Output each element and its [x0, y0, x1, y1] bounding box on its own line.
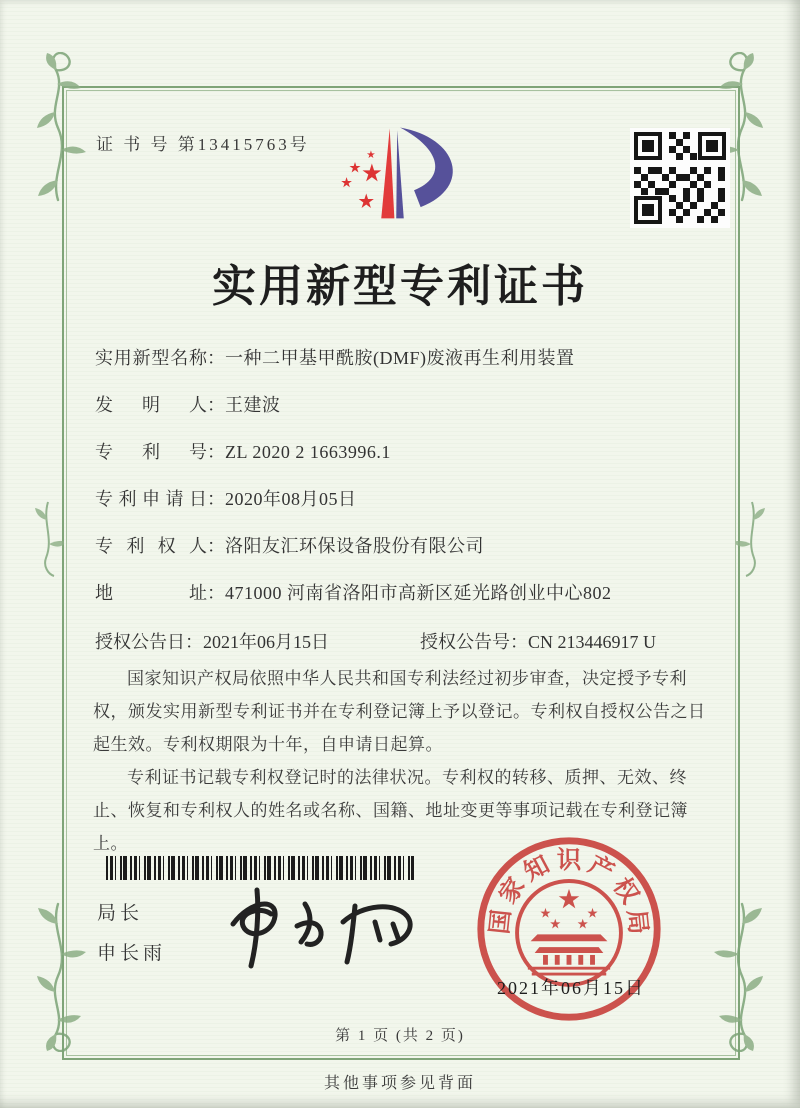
field-label: 专利号	[95, 442, 207, 462]
field-list	[95, 344, 715, 626]
grant-number-value: CN 213446917 U	[528, 632, 657, 652]
grant-date	[95, 632, 329, 652]
field-value: 洛阳友汇环保设备股份有限公司	[225, 536, 484, 556]
seal-char: 识	[556, 847, 582, 875]
field-label: 专利申请日	[95, 489, 207, 509]
legal-paragraph-2: 专利证书记载专利权登记时的法律状况。专利权的转移、质押、无效、终止、恢复和专利权人的姓名或名称、国籍、地址变更等事项记载在专利登记簿上。	[93, 768, 688, 853]
field-row-patent-number	[95, 438, 715, 462]
vine-ornament-top-left	[28, 52, 98, 202]
cnipa-logo-icon	[325, 120, 475, 238]
seal-date: 2021年06月15日	[497, 978, 645, 998]
seal-char: 家	[494, 873, 531, 909]
field-colon: ：	[510, 632, 528, 652]
field-colon: ：	[207, 536, 225, 556]
signature-handwriting	[205, 882, 425, 982]
field-row-patentee	[95, 532, 715, 556]
grant-number-label: 授权公告号	[420, 632, 510, 652]
qr-code	[630, 128, 730, 228]
page-number: 第 1 页 (共 2 页)	[335, 1028, 465, 1044]
field-colon: ：	[185, 632, 203, 652]
field-colon: ：	[207, 442, 225, 462]
national-emblem-icon	[517, 881, 621, 985]
field-row-name	[95, 344, 715, 368]
field-value: 2020年08月05日	[225, 489, 357, 509]
field-row-address	[95, 579, 715, 603]
field-label: 地址	[95, 583, 207, 603]
certificate-title: 实用新型专利证书	[212, 262, 588, 311]
field-label: 专利权人	[95, 536, 207, 556]
field-colon: ：	[207, 395, 225, 415]
seal-char: 知	[519, 851, 555, 887]
legal-paragraph-1: 国家知识产权局依照中华人民共和国专利法经过初步审查，决定授予专利权，颁发实用新型专利证书并在专利登记簿上予以登记。专利权自授权公告之日起生效。专利权期限为十年，自申请日起算。	[93, 669, 706, 754]
grant-row	[95, 628, 715, 654]
field-row-filing-date	[95, 485, 715, 509]
seal-char: 国	[486, 908, 516, 936]
footer-note: 其他事项参见背面	[323, 1075, 476, 1092]
grant-number	[420, 628, 656, 654]
signer-name: 申长雨	[97, 943, 167, 964]
field-value: 一种二甲基甲酰胺(DMF)废液再生利用装置	[225, 348, 575, 368]
field-colon: ：	[207, 489, 225, 509]
field-colon: ：	[207, 583, 225, 603]
seal-char: 产	[583, 851, 619, 887]
certificate-number: 证 书 号 第13415763号	[96, 135, 310, 154]
grant-date-value: 2021年06月15日	[203, 632, 329, 652]
seal-char: 权	[607, 873, 644, 909]
signer-title: 局长	[97, 903, 144, 924]
field-colon: ：	[207, 348, 225, 368]
field-value: 王建波	[225, 395, 281, 415]
grant-date-label: 授权公告日	[95, 632, 185, 652]
field-label: 实用新型名称	[95, 348, 207, 368]
field-row-inventor	[95, 391, 715, 415]
field-value: ZL 2020 2 1663996.1	[225, 442, 391, 462]
sprig-ornament-right	[736, 500, 766, 580]
field-value: 471000 河南省洛阳市高新区延光路创业中心802	[225, 583, 612, 603]
seal-char: 局	[622, 908, 652, 936]
sprig-ornament-left	[34, 500, 64, 580]
field-label: 发明人	[95, 395, 207, 415]
barcode	[106, 856, 414, 880]
